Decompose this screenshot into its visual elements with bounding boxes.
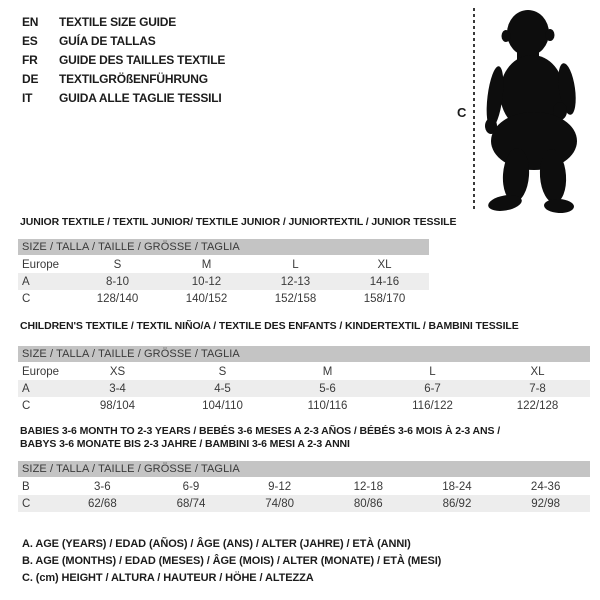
legend-line: C. (cm) HEIGHT / ALTURA / HAUTEUR / HÖHE / ALTEZZA [22,572,314,584]
language-row [22,51,225,70]
value-cell: 92/98 [501,495,590,512]
height-label-c: C [457,105,467,120]
table-title-line: CHILDREN'S TEXTILE / TEXTIL NIÑO/A / TEXTILE DES ENFANTS / KINDERTEXTIL / BAMBINI TESSILE [20,320,519,332]
value-cell: 9-12 [268,481,292,493]
language-code: IT [22,91,33,105]
table-row [18,273,429,290]
table-title-line: JUNIOR TEXTILE / TEXTIL JUNIOR/ TEXTILE JUNIOR / JUNIORTEXTIL / JUNIOR TESSILE [20,216,457,228]
size-header-row [18,346,590,363]
value-cell: 104/110 [202,399,243,412]
value-cell: 12-13 [251,273,340,290]
table-title-line: BABIES 3-6 MONTH TO 2-3 YEARS / BEBÉS 3-6 MESES A 2-3 AÑOS / BÉBÉS 3-6 MOIS À 2-3 ANS / [20,425,501,437]
size-table [18,461,590,512]
value-cell: 110/116 [307,399,348,412]
value-cell: 7-8 [485,380,590,397]
value-cell: 6-9 [182,481,200,493]
value-cell: 152/158 [274,292,317,305]
language-title: TEXTILGRÖßENFÜHRUNG [59,72,208,86]
table-row [18,380,590,397]
value-cell: 6-7 [380,380,485,397]
language-title: GUIDA ALLE TAGLIE TESSILI [59,91,222,105]
value-cell: 18-24 [442,481,472,493]
value-cell: L [429,366,436,378]
value-cell: S [113,259,122,271]
row-label-cell: C [22,292,31,305]
table-row [18,363,590,380]
value-cell: 14-16 [340,273,429,290]
value-cell: 86/92 [413,495,502,512]
value-cell: 3-4 [65,380,170,397]
language-row [22,13,225,32]
value-cell: XS [109,366,126,378]
table-title [20,320,590,333]
value-cell: 140/152 [185,292,228,305]
value-cell: 80/86 [324,495,413,512]
size-header-row [18,461,590,478]
value-cell: 24-36 [530,481,561,493]
language-code: DE [22,72,39,86]
language-row [22,89,225,108]
table-row [18,256,429,273]
value-cell: M [201,259,212,271]
table-row [18,290,429,307]
value-cell: 12-18 [353,481,383,493]
language-row [22,32,225,51]
size-header-cell: SIZE / TALLA / TAILLE / GRÖSSE / TAGLIA [18,346,590,363]
row-label-cell: C [18,495,58,512]
table-title [20,425,590,451]
value-cell: 74/80 [235,495,324,512]
table-row [18,478,590,495]
language-code: ES [22,34,38,48]
legend-line: B. AGE (MONTHS) / EDAD (MESES) / ÂGE (MOIS) / ALTER (MONATE) / ETÀ (MESI) [22,555,442,567]
size-section-babies [18,425,590,512]
table-title-line: BABYS 3-6 MONATE BIS 2-3 JAHRE / BAMBINI 3-6 MESI A 2-3 ANNI [20,438,350,450]
value-cell: XL [530,366,545,378]
row-label-cell: A [18,273,73,290]
value-cell: 122/128 [516,399,559,412]
row-label-cell: Europe [22,259,60,271]
toddler-silhouette-icon [480,5,590,214]
value-cell: 3-6 [94,481,111,493]
value-cell: XL [377,259,392,271]
legend-line: A. AGE (YEARS) / EDAD (AÑOS) / ÂGE (ANS) / ALTER (JAHRE) / ETÀ (ANNI) [22,538,411,550]
row-label-cell: Europe [22,366,60,378]
size-header-cell: SIZE / TALLA / TAILLE / GRÖSSE / TAGLIA [18,461,590,478]
value-cell: 62/68 [58,495,147,512]
value-cell: 5-6 [275,380,380,397]
size-table [18,346,590,414]
table-row [18,397,590,414]
table-row [18,495,590,512]
table-title [20,216,456,229]
row-label-cell: C [22,399,31,412]
language-list [22,13,225,108]
language-title: GUÍA DE TALLAS [59,34,156,48]
value-cell: 158/170 [363,292,406,305]
language-row [22,70,225,89]
size-header-cell: SIZE / TALLA / TAILLE / GRÖSSE / TAGLIA [18,239,429,256]
language-title: GUIDE DES TAILLES TEXTILE [59,53,226,67]
size-header-row [18,239,429,256]
value-cell: 10-12 [162,273,251,290]
legend [22,536,441,587]
value-cell: 128/140 [96,292,139,305]
language-title: TEXTILE SIZE GUIDE [59,15,177,29]
value-cell: 4-5 [170,380,275,397]
value-cell: L [292,259,299,271]
size-section-junior [18,216,456,307]
value-cell: M [322,366,333,378]
row-label-cell: A [18,380,65,397]
figure [455,5,595,217]
language-code: FR [22,53,38,67]
value-cell: 8-10 [73,273,162,290]
value-cell: 116/122 [412,399,453,412]
row-label-cell: B [22,481,30,493]
size-section-children [18,320,590,414]
height-dotted-line [473,8,475,211]
value-cell: S [218,366,227,378]
size-table [18,239,429,307]
value-cell: 98/104 [99,399,136,412]
language-code: EN [22,15,39,29]
value-cell: 68/74 [147,495,236,512]
